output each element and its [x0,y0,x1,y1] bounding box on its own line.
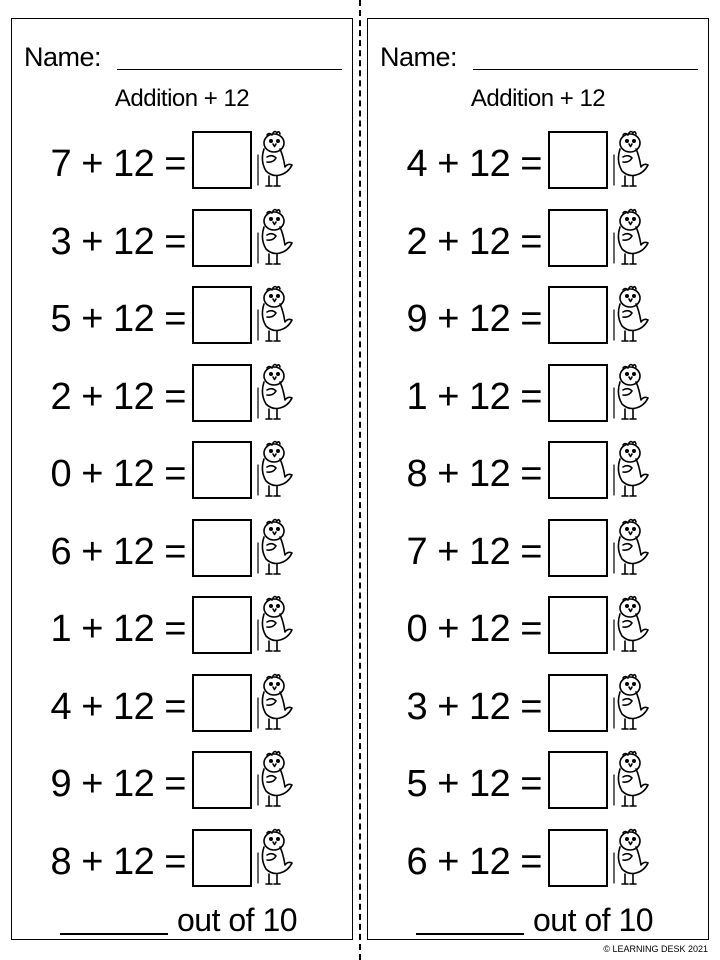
problem-expression: 3 + 12 = [50,220,186,263]
chick-icon [608,749,650,815]
problem-expression: 7 + 12 = [50,143,186,185]
chick-icon [608,517,650,583]
problem-expression: 0 + 12 = [406,608,542,650]
problem-expression: 9 + 12 = [406,298,542,340]
score-footer [12,899,352,939]
name-field[interactable] [473,69,698,70]
name-label: Name: [24,42,102,72]
problem-row [368,209,708,275]
chick-icon [608,284,650,350]
worksheet-title: Addition + 12 [114,85,250,112]
score-label: out of 10 [533,902,654,938]
problem-row [12,441,352,507]
problem-expression: 2 + 12 = [50,375,186,418]
cut-line [359,0,361,960]
copyright-notice: © LEARNING DESK 2021 [603,944,708,954]
answer-box[interactable] [192,364,252,422]
problem-expression: 1 + 12 = [406,375,542,418]
answer-box[interactable] [548,131,608,189]
answer-box[interactable] [192,751,252,809]
answer-box[interactable] [548,596,608,654]
answer-box[interactable] [192,441,252,499]
problem-row [368,286,708,352]
chick-icon [608,207,650,273]
chick-icon [252,362,294,428]
problem-expression: 5 + 12 = [50,298,186,340]
problem-row [12,209,352,275]
answer-box[interactable] [192,286,252,344]
chick-icon [252,129,294,195]
chick-icon [608,827,650,893]
problem-expression: 6 + 12 = [406,840,542,883]
problem-row [368,751,708,817]
answer-box[interactable] [548,674,608,732]
problem-row [12,751,352,817]
chick-icon [252,439,294,505]
problem-expression: 9 + 12 = [50,763,186,805]
chick-icon [608,594,650,660]
problem-row [12,519,352,585]
problem-row [368,519,708,585]
chick-icon [252,749,294,815]
answer-box[interactable] [192,209,252,267]
name-row [12,39,352,75]
problem-row [12,286,352,352]
chick-icon [252,207,294,273]
problem-row [12,596,352,662]
name-field[interactable] [117,69,342,70]
problem-row [368,596,708,662]
problem-expression: 3 + 12 = [406,685,542,728]
problem-row [368,441,708,507]
score-footer [368,899,708,939]
chick-icon [252,672,294,738]
worksheet-title: Addition + 12 [470,85,606,112]
problem-expression: 7 + 12 = [406,530,542,573]
answer-box[interactable] [548,519,608,577]
problem-row [12,131,352,197]
answer-box[interactable] [548,209,608,267]
chick-icon [608,439,650,505]
problem-row [368,674,708,740]
chick-icon [608,362,650,428]
answer-box[interactable] [192,829,252,887]
problem-expression: 8 + 12 = [50,840,186,883]
answer-box[interactable] [192,519,252,577]
problem-expression: 8 + 12 = [406,453,542,495]
worksheet-left [11,18,353,940]
problem-row [368,829,708,895]
worksheet-right [367,18,709,940]
chick-icon [252,284,294,350]
problem-expression: 1 + 12 = [50,608,186,650]
problem-expression: 0 + 12 = [50,453,186,495]
problem-row [368,131,708,197]
chick-icon [608,129,650,195]
problem-row [368,364,708,430]
problem-expression: 2 + 12 = [406,220,542,263]
answer-box[interactable] [548,441,608,499]
problem-row [12,829,352,895]
chick-icon [252,517,294,583]
answer-box[interactable] [548,829,608,887]
problem-expression: 5 + 12 = [406,763,542,805]
score-field[interactable] [416,933,524,935]
answer-box[interactable] [548,286,608,344]
problem-expression: 4 + 12 = [406,143,542,185]
chick-icon [252,827,294,893]
answer-box[interactable] [548,364,608,422]
answer-box[interactable] [192,131,252,189]
chick-icon [252,594,294,660]
score-label: out of 10 [177,902,298,938]
name-label: Name: [380,42,458,72]
problem-expression: 6 + 12 = [50,530,186,573]
chick-icon [608,672,650,738]
problem-row [12,364,352,430]
answer-box[interactable] [548,751,608,809]
problem-row [12,674,352,740]
answer-box[interactable] [192,596,252,654]
problem-expression: 4 + 12 = [50,685,186,728]
score-field[interactable] [60,933,168,935]
name-row [368,39,708,75]
answer-box[interactable] [192,674,252,732]
